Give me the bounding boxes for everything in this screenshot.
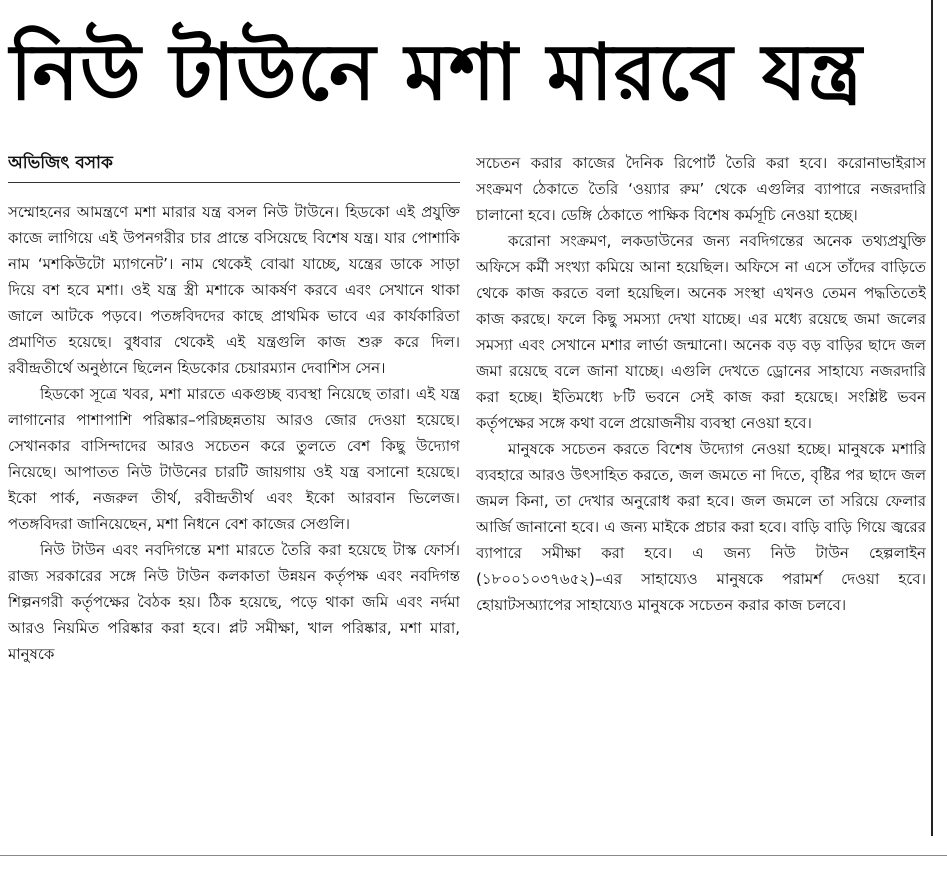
paragraph-1: সম্মোহনের আমন্ত্রণে মশা মারার যন্ত্র বসল নিউ টাউনে। হিডকো এই প্রযুক্তি কাজে লাগিয়ে এই উপনগরীর চার প্রান্তে বসিয়েছে বিশেষ যন্ত্র। যার পোশাকি নাম ‘মশকিউটো ম্যাগনেট’। নাম থেকেই বোঝা যাচ্ছে, যন্ত্রের ডাকে সাড়া দিয়ে বশ হবে মশা। ওই যন্ত্র স্ত্রী মশাকে আকর্ষণ করবে এবং সেখানে থাকা জালে আটকে পড়বে। পতঙ্গবিদদের কাছে প্রাথমিক ভাবে এর কার্যকারিতা প্রমাণিত হয়েছে। বুধবার থেকেই এই যন্ত্রগুলি কাজ শুরু করে দিল। রবীন্দ্রতীর্থে অনুষ্ঠানে ছিলেন হিডকোর চেয়ারম্যান দেবাশিস সেন। xyxy=(8,203,460,377)
byline: অভিজিৎ বসাক xyxy=(8,150,460,183)
paragraph-5: করোনা সংক্রমণ, লকডাউনের জন্য নবদিগন্তের অনেক তথ্যপ্রযুক্তি অফিসে কর্মী সংখ্যা কমিয়ে আনা হয়েছিল। অফিসে না এসে তাঁদের বাড়িতে থেকে কাজ করতে বলা হয়েছিল। অনেক সংস্থা এখনও তেমন পদ্ধতিতেই কাজ করছে। ফলে কিছু সমস্যা দেখা যাচ্ছে। এর মধ্যে রয়েছে জমা জলের সমস্যা এবং সেখানে মশার লার্ভা জন্মানো। অনেক বড় বড় বাড়ির ছাদে জল জমা রয়েছে বলে জানা যাচ্ছে। এগুলি দেখতে ড্রোনের সাহায্যে নজরদারি করা হচ্ছে। ইতিমধ্যে ৮টি ভবনে সেই কাজ করা হয়েছে। সংশ্লিষ্ট ভবন কর্তৃপক্ষের সঙ্গে কথা বলে প্রয়োজনীয় ব্যবস্থা নেওয়া হবে। xyxy=(476,232,926,432)
article-column-right xyxy=(476,150,926,850)
bottom-rule xyxy=(0,855,947,856)
paragraph-2: হিডকো সূত্রে খবর, মশা মারতে একগুচ্ছ ব্যবস্থা নিয়েছে তারা। এই যন্ত্র লাগানোর পাশাপাশি পরিষ্কার–পরিচ্ছন্নতায় আরও জোর দেওয়া হয়েছে। সেখানকার বাসিন্দাদের আরও সচেতন করে তুলতে বেশ কিছু উদ্যোগ নিয়েছে। আপাতত নিউ টাউনের চারটি জায়গায় ওই যন্ত্র বসানো হয়েছে। ইকো পার্ক, নজরুল তীর্থ, রবীন্দ্রতীর্থ এবং ইকো আরবান ভিলেজ। পতঙ্গবিদরা জানিয়েছেন, মশা নিধনে বেশ কাজের সেগুলি। xyxy=(8,385,460,533)
headline: নিউ টাউনে মশা মারবে যন্ত্র xyxy=(10,28,863,118)
column-rule xyxy=(931,0,933,836)
article-column-left xyxy=(8,150,460,850)
paragraph-4: সচেতন করার কাজের দৈনিক রিপোর্ট তৈরি করা হবে। করোনাভাইরাস সংক্রমণ ঠেকাতে তৈরি ‘ওয়্যার রুম’ থেকে এগুলির ব্যাপারে নজরদারি চালানো হবে। ডেঙ্গি ঠেকাতে পাক্ষিক বিশেষ কর্মসূচি নেওয়া হচ্ছে। xyxy=(476,154,926,224)
paragraph-6: মানুষকে সচেতন করতে বিশেষ উদ্যোগ নেওয়া হচ্ছে। মানুষকে মশারি ব্যবহারে আরও উৎসাহিত করতে, জল জমতে না দিতে, বৃষ্টির পর ছাদে জল জমল কিনা, তা দেখার অনুরোধ করা হবে। জল জমলে তা সরিয়ে ফেলার আর্জি জানানো হবে। এ জন্য মাইকে প্রচার করা হবে। বাড়ি বাড়ি গিয়ে জ্বরের ব্যাপারে সমীক্ষা করা হবে। এ জন্য নিউ টাউন হেল্পলাইন (১৮০০১০৩৭৬৫২)–এর সাহায্যেও মানুষকে পরামর্শ দেওয়া হবে। হোয়াটসঅ্যাপের সাহায্যেও মানুষকে সচেতন করার কাজ চলবে। xyxy=(476,440,926,614)
paragraph-3: নিউ টাউন এবং নবদিগন্তে মশা মারতে তৈরি করা হয়েছে টাস্ক ফোর্স। রাজ্য সরকারের সঙ্গে নিউ টাউন কলকাতা উন্নয়ন কর্তৃপক্ষ এবং নবদিগন্ত শিল্পনগরী কর্তৃপক্ষের বৈঠক হয়। ঠিক হয়েছে, পড়ে থাকা জমি এবং নর্দমা আরও নিয়মিত পরিষ্কার করা হবে। প্লট সমীক্ষা, খাল পরিষ্কার, মশা মারা, মানুষকে xyxy=(8,541,460,663)
